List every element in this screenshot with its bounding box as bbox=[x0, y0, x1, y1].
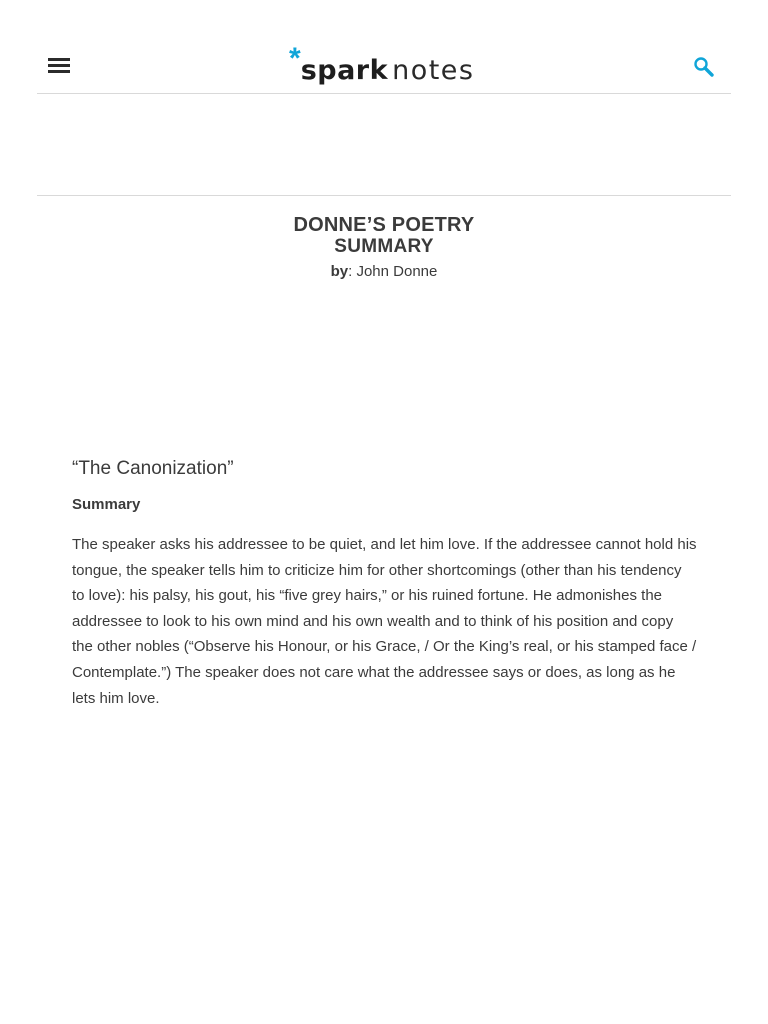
logo-notes: notes bbox=[392, 55, 475, 86]
site-header bbox=[37, 0, 731, 94]
hamburger-menu-icon[interactable] bbox=[48, 58, 70, 74]
byline bbox=[0, 263, 768, 280]
search-icon[interactable] bbox=[693, 56, 715, 78]
title-block bbox=[0, 214, 768, 280]
logo-star: * bbox=[289, 42, 301, 75]
summary-paragraph: The speaker asks his addressee to be quiet, and let him love. If the addressee cannot hold his tongue, the speaker tells him to criticize him for other shortcomings (other than his tendency to love): his palsy, his gout, his “five grey hairs,” or his ruined fortune. He admonishes the addressee to look to his own mind and his own wealth and to think of his position and copy the other nobles (“Observe his Honour, or his Grace, / Or the King’s real, or his stamped face / Contemplate.”) The speaker does not care what the addressee says or does, as long as he lets him love. bbox=[72, 536, 697, 707]
ad-banner-area bbox=[37, 94, 731, 196]
main-content bbox=[72, 458, 698, 711]
section-title: SUMMARY bbox=[334, 236, 434, 257]
byline-label: by bbox=[330, 263, 349, 280]
logo-spark: spark bbox=[300, 55, 389, 86]
author-link[interactable]: John Donne bbox=[356, 263, 438, 280]
work-title: DONNE’S POETRY bbox=[293, 214, 475, 236]
poem-title: “The Canonization” bbox=[72, 458, 234, 479]
summary-subheading: Summary bbox=[72, 496, 141, 513]
byline-colon: : bbox=[348, 263, 357, 280]
sparknotes-logo[interactable] bbox=[289, 44, 474, 84]
